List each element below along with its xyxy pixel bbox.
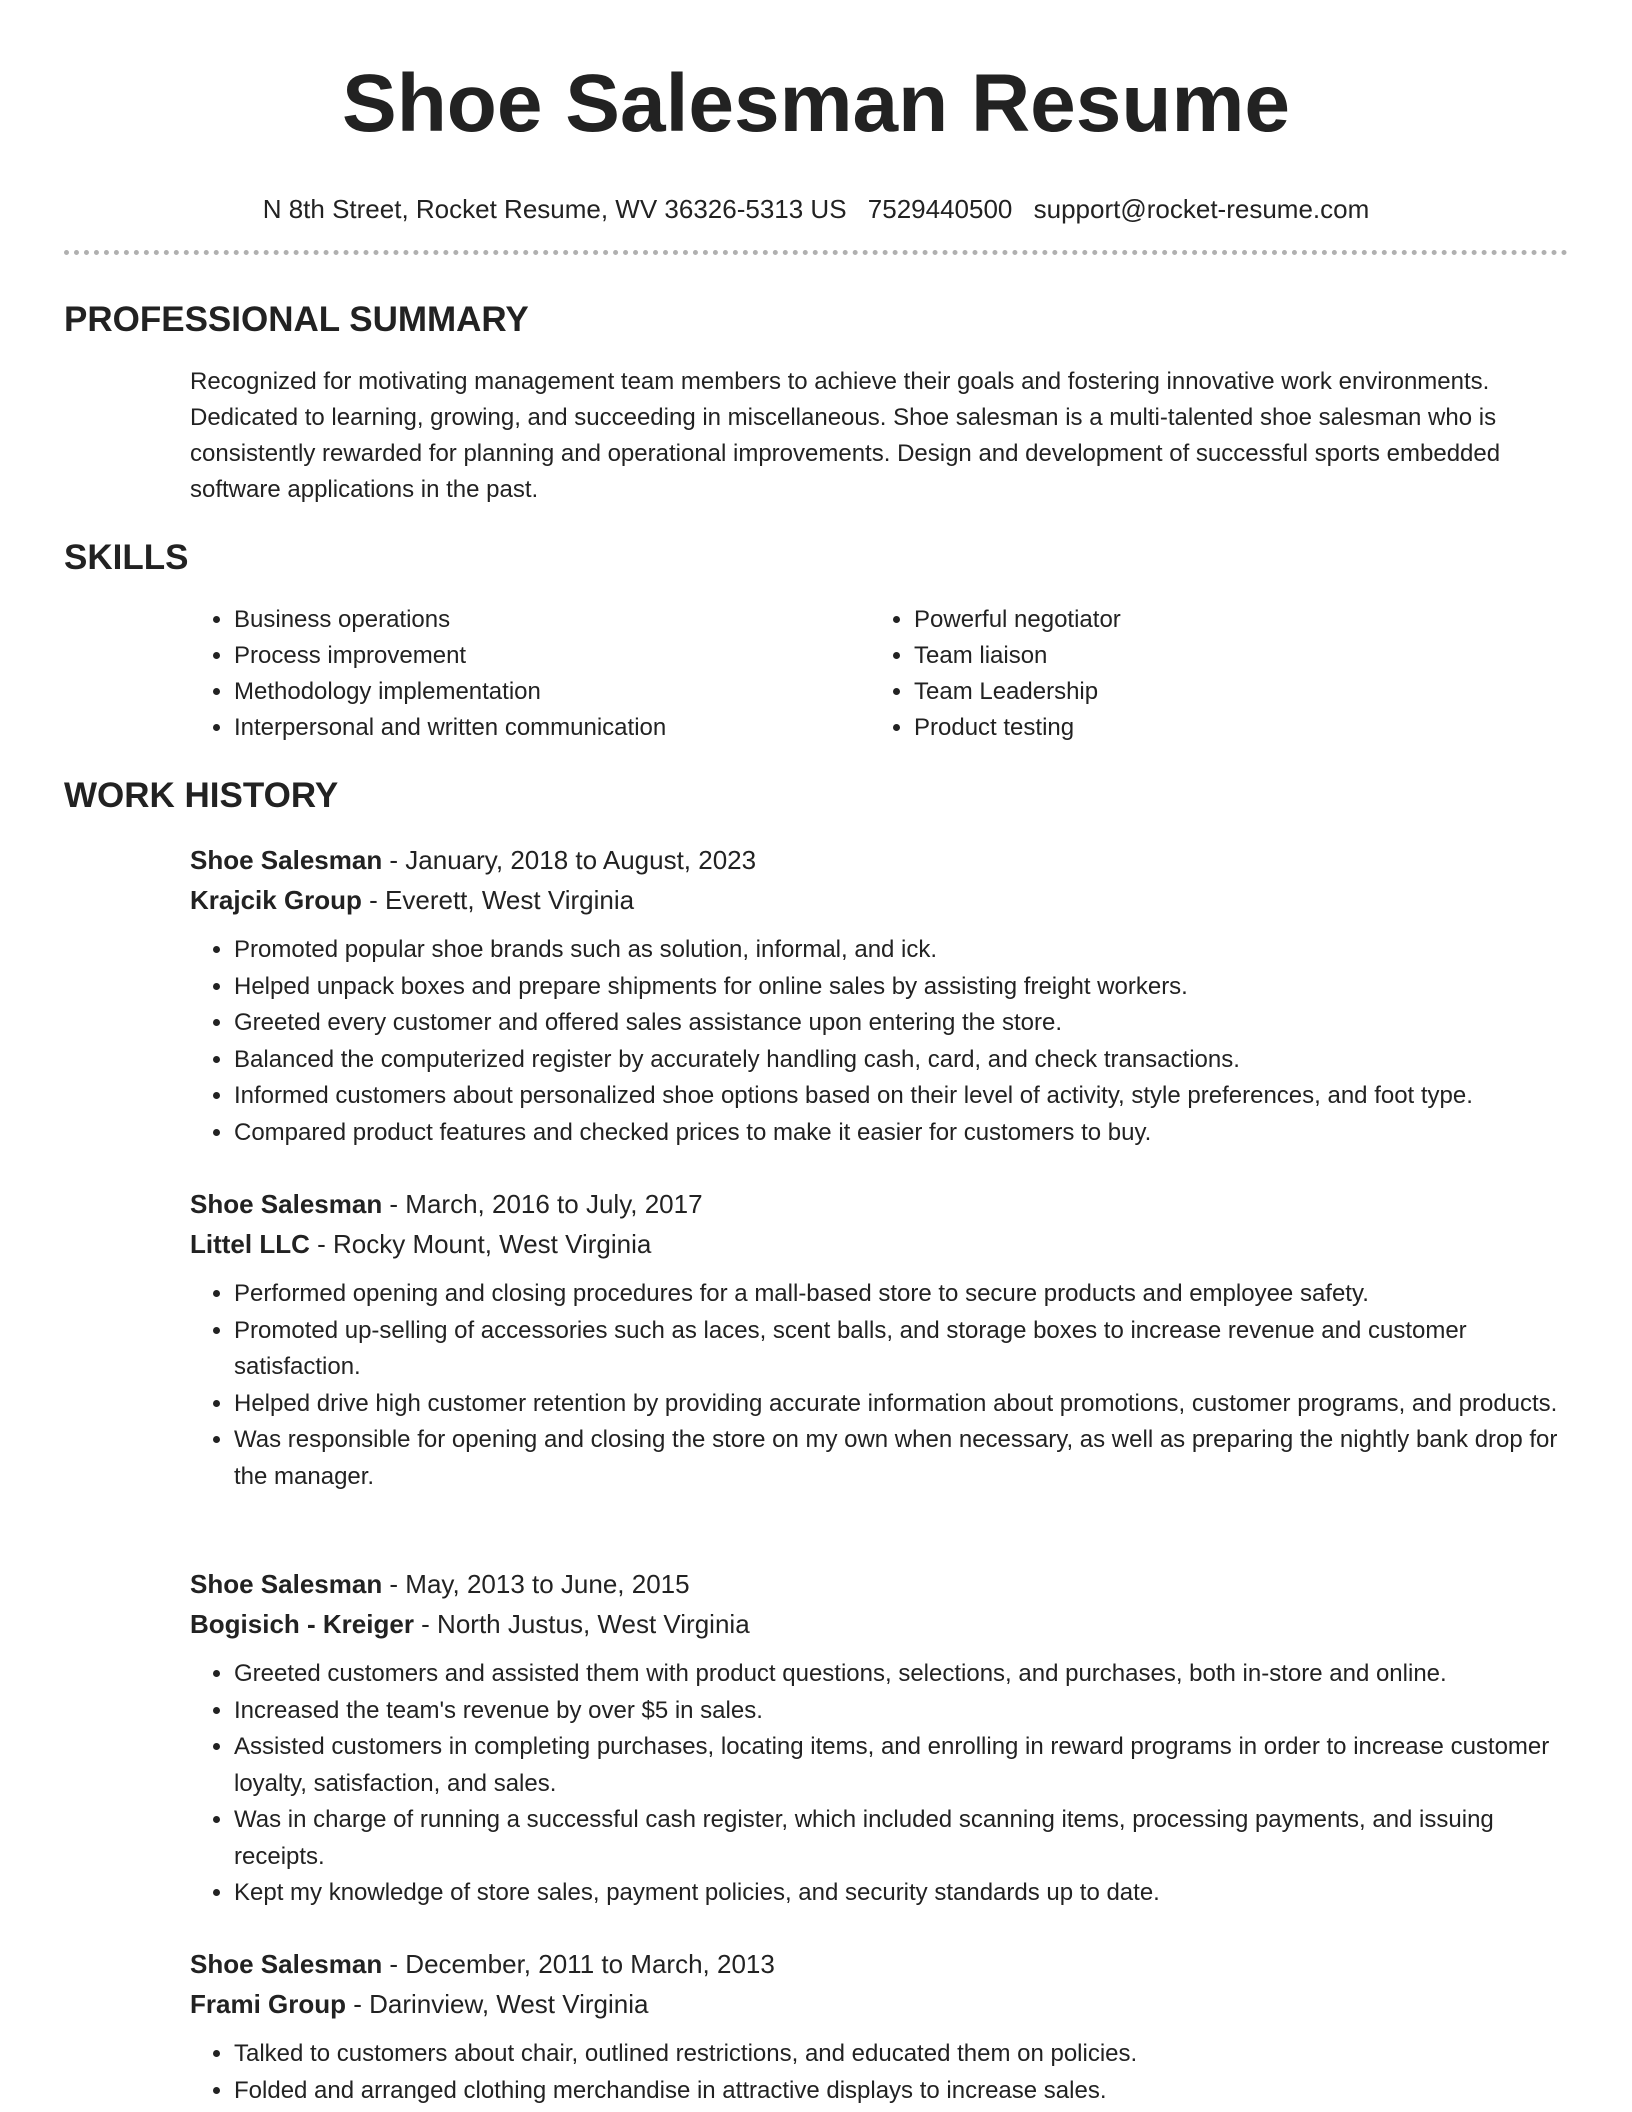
job-bullet: • Promoted popular shoe brands such as solution, informal, and ick. bbox=[234, 932, 1568, 969]
job-role: Shoe Salesman bbox=[190, 1189, 383, 1219]
summary-heading: PROFESSIONAL SUMMARY bbox=[64, 300, 529, 339]
skill-item: • Interpersonal and written communication bbox=[234, 710, 666, 746]
job-entry bbox=[190, 1944, 1568, 2109]
skills-heading: SKILLS bbox=[64, 538, 189, 577]
job-location: - North Justus, West Virginia bbox=[413, 1609, 750, 1639]
job-role: Shoe Salesman bbox=[190, 845, 383, 875]
job-title-line bbox=[190, 1184, 1568, 1224]
job-bullet: • Folded and arranged clothing merchandise in attractive displays to increase sales. bbox=[234, 2073, 1568, 2110]
skills-section bbox=[190, 602, 1568, 752]
job-bullet: • Informed customers about personalized shoe options based on their level of activity, style preferences, and foot type. bbox=[234, 1078, 1568, 1115]
work-history-heading: WORK HISTORY bbox=[64, 776, 339, 815]
job-bullet: • Talked to customers about chair, outlined restrictions, and educated them on policies. bbox=[234, 2036, 1568, 2073]
summary-section bbox=[190, 364, 1568, 508]
contact-address: N 8th Street, Rocket Resume, WV 36326-5313 US bbox=[262, 194, 847, 224]
job-company: Krajcik Group bbox=[190, 885, 362, 915]
job-bullet: • Was in charge of running a successful cash register, which included scanning items, processing payments, and issuing receipts. bbox=[234, 1802, 1568, 1875]
skills-list-left bbox=[190, 602, 666, 746]
job-bullet: • Kept my knowledge of store sales, payment policies, and security standards up to date. bbox=[234, 1875, 1568, 1912]
job-bullets bbox=[190, 1276, 1568, 1495]
job-entry bbox=[190, 1564, 1568, 1912]
job-title-line bbox=[190, 1944, 1568, 1984]
job-bullet: • Helped drive high customer retention by providing accurate information about promotions, customer programs, and products. bbox=[234, 1386, 1568, 1423]
job-location: - Everett, West Virginia bbox=[361, 885, 635, 915]
skills-list-right bbox=[870, 602, 1121, 746]
job-dates: - May, 2013 to June, 2015 bbox=[382, 1569, 690, 1599]
job-company-line bbox=[190, 1224, 1568, 1264]
job-location: - Rocky Mount, West Virginia bbox=[309, 1229, 652, 1259]
job-bullet: • Balanced the computerized register by accurately handling cash, card, and check transactions. bbox=[234, 1042, 1568, 1079]
job-role: Shoe Salesman bbox=[190, 1949, 383, 1979]
job-bullet: • Greeted every customer and offered sales assistance upon entering the store. bbox=[234, 1005, 1568, 1042]
job-title-line bbox=[190, 840, 1568, 880]
job-bullet: • Helped unpack boxes and prepare shipments for online sales by assisting freight workers. bbox=[234, 969, 1568, 1006]
job-bullets bbox=[190, 2036, 1568, 2109]
job-bullet: • Assisted customers in completing purchases, locating items, and enrolling in reward programs in order to increase customer loyalty, satisfaction, and sales. bbox=[234, 1729, 1568, 1802]
job-title-line bbox=[190, 1564, 1568, 1604]
job-bullets bbox=[190, 932, 1568, 1151]
job-bullets bbox=[190, 1656, 1568, 1912]
job-dates: - December, 2011 to March, 2013 bbox=[382, 1949, 775, 1979]
skill-item: • Process improvement bbox=[234, 638, 666, 674]
skill-item: • Business operations bbox=[234, 602, 666, 638]
job-dates: - January, 2018 to August, 2023 bbox=[382, 845, 757, 875]
contact-phone: 7529440500 bbox=[867, 194, 1013, 224]
skill-item: • Team liaison bbox=[914, 638, 1121, 674]
summary-text: Recognized for motivating management team members to achieve their goals and fostering innovative work environments. Dedicated to learning, growing, and succeeding in miscellaneous. Shoe salesman is a multi-talented shoe salesman who is consistently rewarded for planning and operational improvements. Design and development of successful sports embedded software applications in the past. bbox=[190, 368, 1501, 503]
job-company-line bbox=[190, 1984, 1568, 2024]
job-company: Littel LLC bbox=[190, 1229, 310, 1259]
job-entry bbox=[190, 840, 1568, 1151]
job-company-line bbox=[190, 880, 1568, 920]
resume-title: Shoe Salesman Resume bbox=[342, 58, 1290, 149]
skill-item: • Product testing bbox=[914, 710, 1121, 746]
job-bullet: • Greeted customers and assisted them with product questions, selections, and purchases, both in-store and online. bbox=[234, 1656, 1568, 1693]
header-divider bbox=[64, 250, 1568, 255]
job-entry bbox=[190, 1184, 1568, 1495]
resume-header bbox=[64, 52, 1568, 226]
job-company: Bogisich - Kreiger bbox=[190, 1609, 414, 1639]
job-dates: - March, 2016 to July, 2017 bbox=[382, 1189, 703, 1219]
job-bullet: • Increased the team's revenue by over $5 in sales. bbox=[234, 1693, 1568, 1730]
job-bullet: • Performed opening and closing procedures for a mall-based store to secure products and employee safety. bbox=[234, 1276, 1568, 1313]
job-bullet: • Compared product features and checked prices to make it easier for customers to buy. bbox=[234, 1115, 1568, 1152]
skill-item: • Methodology implementation bbox=[234, 674, 666, 710]
contact-email: support@rocket-resume.com bbox=[1033, 194, 1370, 224]
job-location: - Darinview, West Virginia bbox=[346, 1989, 649, 2019]
job-bullet: • Promoted up-selling of accessories such as laces, scent balls, and storage boxes to increase revenue and customer satisfaction. bbox=[234, 1313, 1568, 1386]
contact-line bbox=[64, 192, 1568, 226]
job-role: Shoe Salesman bbox=[190, 1569, 383, 1599]
job-bullet: • Was responsible for opening and closing the store on my own when necessary, as well as preparing the nightly bank drop for the manager. bbox=[234, 1422, 1568, 1495]
skill-item: • Powerful negotiator bbox=[914, 602, 1121, 638]
job-company-line bbox=[190, 1604, 1568, 1644]
job-company: Frami Group bbox=[190, 1989, 347, 2019]
skill-item: • Team Leadership bbox=[914, 674, 1121, 710]
